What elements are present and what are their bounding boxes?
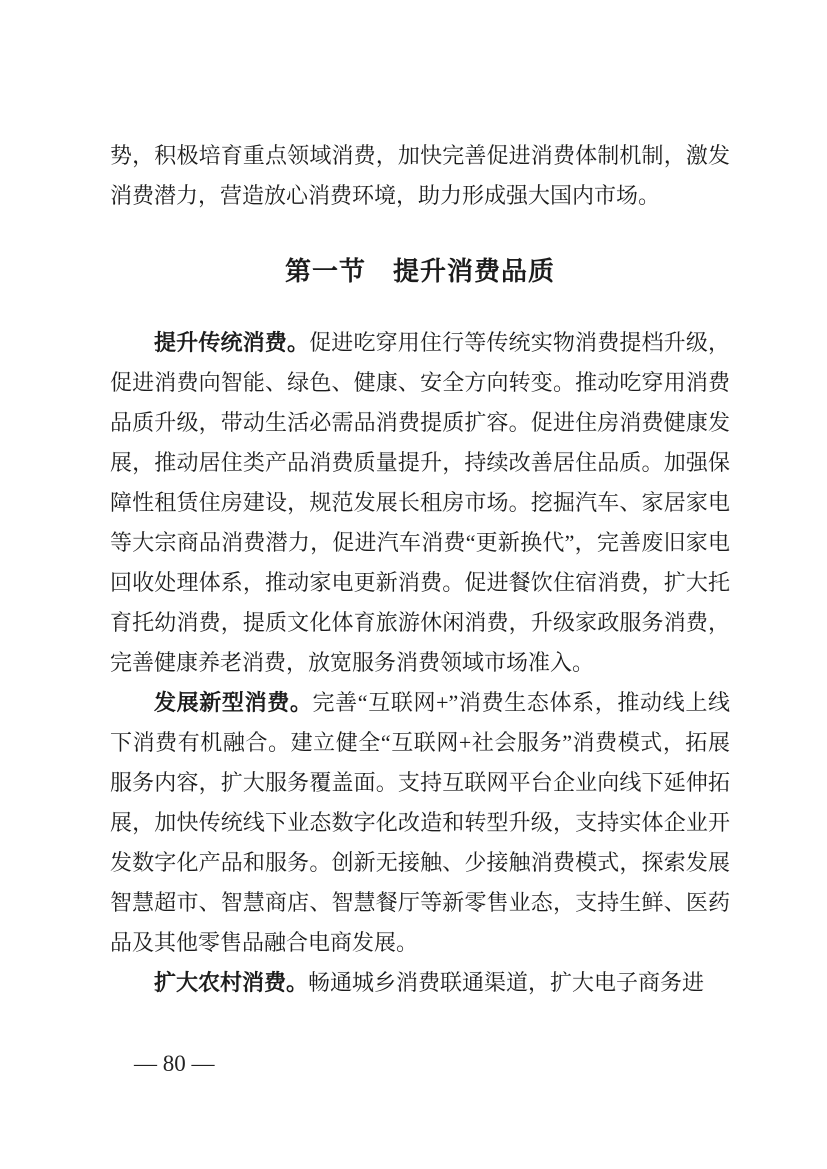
paragraph-new-consumption: [110, 683, 730, 963]
section-heading: 第一节 提升消费品质: [284, 257, 555, 286]
paragraph-lead: 扩大农村消费。: [154, 970, 309, 995]
page-number: — 80 —: [134, 1051, 215, 1076]
paragraph-lead: 发展新型消费。: [154, 690, 313, 715]
page-content: [110, 136, 730, 1003]
paragraph-body: 完善“互联网+”消费生态体系，推动线上线下消费有机融合。建立健全“互联网+社会服务”消费模式，拓展服务内容，扩大服务覆盖面。支持互联网平台企业向线下延伸拓展，加快传统线下业态数字化改造和转型升级，支持实体企业开发数字化产品和服务。创新无接触、少接触消费模式，探索发展智慧超市、智慧商店、智慧餐厅等新零售业态，支持生鲜、医药品及其他零售品融合电商发展。: [110, 690, 730, 955]
paragraph-traditional-consumption: [110, 323, 730, 683]
paragraph-rural-consumption: [110, 963, 730, 1003]
paragraph-body: 促进吃穿用住行等传统实物消费提档升级，促进消费向智能、绿色、健康、安全方向转变。推动吃穿用消费品质升级，带动生活必需品消费提质扩容。促进住房消费健康发展，推动居住类产品消费质量提升，持续改善居住品质。加强保障性租赁住房建设，规范发展长租房市场。挖掘汽车、家居家电等大宗商品消费潜力，促进汽车消费“更新换代”，完善废旧家电回收处理体系，推动家电更新消费。促进餐饮住宿消费，扩大托育托幼消费，提质文化体育旅游休闲消费，升级家政服务消费，完善健康养老消费，放宽服务消费领域市场准入。: [110, 330, 730, 675]
paragraph-body: 畅通城乡消费联通渠道，扩大电子商务进: [308, 970, 705, 995]
paragraph-continuation: 势，积极培育重点领域消费，加快完善促进消费体制机制，激发消费潜力，营造放心消费环境，助力形成强大国内市场。: [110, 143, 730, 208]
paragraph-lead: 提升传统消费。: [154, 330, 310, 355]
